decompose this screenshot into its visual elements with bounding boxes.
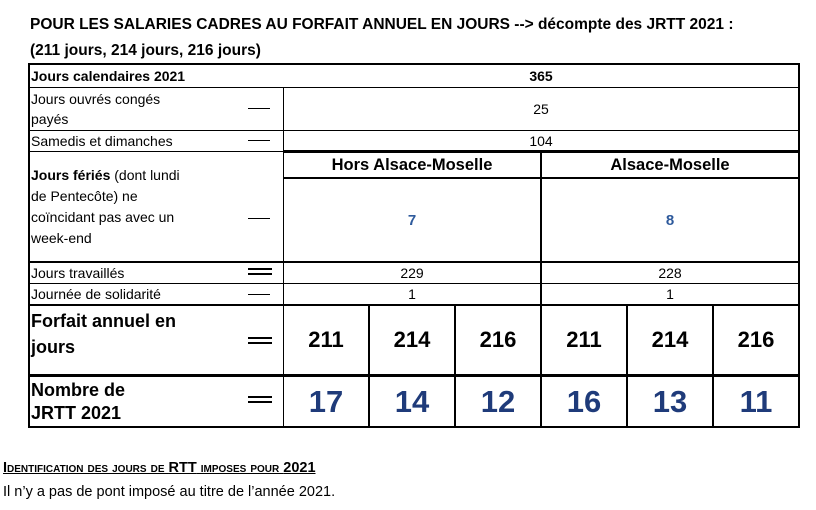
forfait-value: 214: [393, 327, 431, 352]
value-feries-alsace: 8: [665, 211, 675, 229]
label-solidarite: Journée de solidarité: [31, 286, 161, 302]
heading-part: RTT: [168, 460, 197, 476]
label-jours-calendaires: Jours calendaires 2021: [31, 68, 186, 84]
label-jours-feries: [31, 165, 241, 249]
forfait-value: 216: [737, 327, 775, 352]
label-conges-payes: [31, 89, 160, 129]
label-line: [31, 165, 241, 186]
minus-sign: [248, 108, 270, 109]
label-jrtt: [31, 379, 125, 425]
heading-part: Identification des jours de: [3, 460, 169, 476]
label-line: Nombre de: [31, 380, 126, 400]
border-bottom: [28, 426, 800, 428]
forfait-value: 214: [651, 327, 689, 352]
value-solidarite-hors: 1: [408, 286, 416, 302]
value-travailles-hors: 229: [400, 265, 424, 281]
label-bold: Jours fériés: [31, 167, 111, 183]
zone-header-alsace: Alsace-Moselle: [610, 155, 730, 174]
jrtt-value: 17: [308, 383, 344, 419]
jrtt-value: 13: [652, 383, 688, 419]
heading-part: imposes pour: [196, 460, 284, 476]
forfait-value: 216: [479, 327, 517, 352]
value-jours-calendaires: 365: [529, 68, 553, 84]
value-conges-payes: 25: [533, 101, 549, 117]
label-line: de Pentecôte) ne: [31, 188, 138, 204]
note-text: Il n’y a pas de pont imposé au titre de l’année 2021.: [3, 484, 336, 500]
label-line: JRTT 2021: [31, 403, 122, 423]
label-forfait: [31, 308, 176, 360]
label-rest: (dont lundi: [110, 167, 180, 183]
label-jours-travailles: Jours travaillés: [31, 265, 125, 281]
row-divider: [28, 151, 284, 152]
value-feries-hors: 7: [407, 211, 417, 229]
label-line: jours: [31, 337, 76, 357]
label-line: payés: [31, 111, 69, 127]
heading-part: 2021: [283, 460, 316, 476]
label-line: Jours ouvrés congés: [31, 91, 161, 107]
jrtt-value: 16: [566, 383, 602, 419]
equals-sign: [248, 396, 272, 404]
value-solidarite-alsace: 1: [666, 286, 674, 302]
label-samedis-dimanches: Samedis et dimanches: [31, 133, 173, 149]
zone-header-hors: Hors Alsace-Moselle: [331, 155, 493, 174]
minus-sign: [248, 218, 270, 219]
section-heading: [3, 460, 316, 476]
equals-sign: [248, 337, 272, 345]
page-subtitle: (211 jours, 214 jours, 216 jours): [30, 42, 261, 59]
jrtt-value: 11: [739, 383, 773, 419]
label-line: week-end: [31, 230, 92, 246]
forfait-value: 211: [308, 327, 344, 352]
jrtt-value: 14: [394, 383, 430, 419]
value-travailles-alsace: 228: [658, 265, 682, 281]
minus-sign: [248, 294, 270, 295]
jrtt-value: 12: [480, 383, 516, 419]
forfait-value: 211: [566, 327, 602, 352]
page-title: POUR LES SALARIES CADRES AU FORFAIT ANNUEL EN JOURS --> décompte des JRTT 2021 :: [30, 16, 734, 33]
label-line: coïncidant pas avec un: [31, 209, 175, 225]
jrtt-table: [28, 63, 800, 428]
minus-sign: [248, 140, 270, 141]
label-line: Forfait annuel en: [31, 311, 177, 331]
equals-sign: [248, 268, 272, 276]
value-samedis-dimanches: 104: [529, 133, 553, 149]
